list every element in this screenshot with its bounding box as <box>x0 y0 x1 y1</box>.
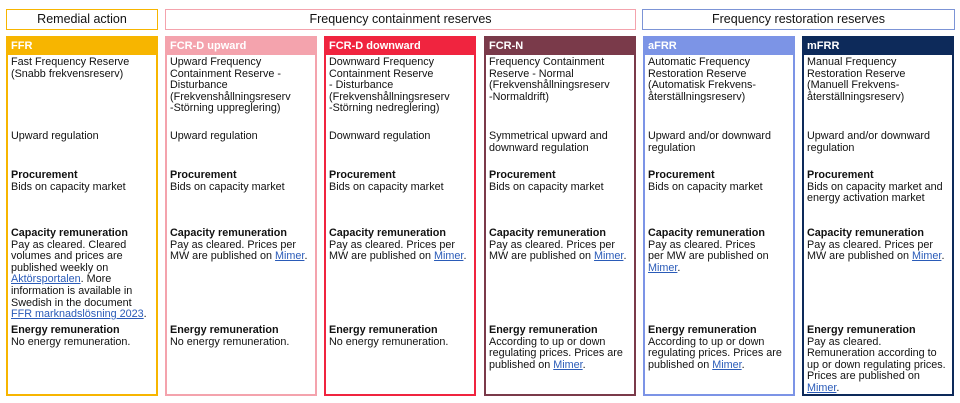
energy-remuneration-label: Energy remuneration <box>170 324 279 336</box>
capacity-remuneration-text: Pay as cleared. Prices <box>648 238 756 251</box>
energy-remuneration-section <box>489 325 631 371</box>
procurement-label: Procurement <box>329 169 396 181</box>
procurement-label: Procurement <box>11 169 78 181</box>
procurement-section <box>648 170 790 193</box>
column-header: FCR-D downward <box>326 38 474 55</box>
capacity-remuneration-text: Pay as cleared. Cleared volumes and prices are published weekly on <box>11 238 127 274</box>
reserve-column-fcr-d-down <box>324 36 476 396</box>
description-line: - Disturbance <box>329 79 394 92</box>
energy-remuneration-section <box>329 325 471 348</box>
regulation-direction: Downward regulation <box>329 130 431 142</box>
description-line: -Störning nedreglering) <box>329 102 440 115</box>
procurement-label: Procurement <box>170 169 237 181</box>
column-header: mFRR <box>804 38 952 55</box>
energy-remuneration-section <box>648 325 790 371</box>
capacity-remuneration-text: . <box>941 250 945 263</box>
capacity-link[interactable]: Mimer <box>275 250 305 263</box>
energy-remuneration-label: Energy remuneration <box>807 324 916 336</box>
capacity-remuneration-label: Capacity remuneration <box>170 227 287 239</box>
reserve-description <box>167 55 315 115</box>
procurement-section <box>329 170 471 193</box>
column-header: aFRR <box>645 38 793 55</box>
regulation-direction: Upward regulation <box>11 130 99 142</box>
energy-remuneration-text: No energy remuneration. <box>11 335 131 348</box>
reserve-column-fcr-n <box>484 36 636 396</box>
capacity-remuneration-text: . <box>677 261 681 274</box>
reserve-column-ffr <box>6 36 158 396</box>
description-line: (Frekvenshållningsreserv <box>170 90 291 103</box>
capacity-link[interactable]: Mimer <box>912 250 942 263</box>
capacity-link[interactable]: Mimer <box>648 261 678 274</box>
energy-remuneration-text: According to up or down regulating prices. Prices are published on <box>648 335 782 371</box>
capacity-remuneration-text: . <box>463 250 467 263</box>
energy-remuneration-text: No energy remuneration. <box>329 335 449 348</box>
procurement-value: Bids on capacity market <box>489 180 604 193</box>
procurement-value: Bids on capacity market <box>170 180 285 193</box>
energy-remuneration-label: Energy remuneration <box>489 324 598 336</box>
capacity-remuneration-text: Pay as cleared. Prices per MW are published on <box>170 238 297 263</box>
capacity-remuneration-text: Pay as cleared. Prices per MW are published on <box>489 238 616 263</box>
description-line: Upward Frequency Containment Reserve - Disturbance <box>170 56 282 92</box>
capacity-link[interactable]: Aktörsportalen <box>11 273 81 286</box>
description-line: Downward Frequency Containment Reserve <box>329 56 435 80</box>
description-line: (Frekvenshållningsreserv <box>329 90 450 103</box>
energy-remuneration-section <box>170 325 312 348</box>
capacity-remuneration-section <box>170 228 312 263</box>
capacity-remuneration-label: Capacity remuneration <box>807 227 924 239</box>
procurement-value: Bids on capacity market <box>11 180 126 193</box>
group-header-frequency-restoration: Frequency restoration reserves <box>642 9 955 30</box>
reserve-column-fcr-d-up <box>165 36 317 396</box>
description-line: Automatic Frequency Restoration Reserve <box>648 56 751 80</box>
capacity-link[interactable]: Mimer <box>594 250 624 263</box>
energy-remuneration-label: Energy remuneration <box>11 324 120 336</box>
energy-remuneration-section <box>11 325 153 348</box>
capacity-remuneration-text: Pay as cleared. Prices per MW are published on <box>329 238 456 263</box>
procurement-value: Bids on capacity market and energy activation market <box>807 180 943 205</box>
capacity-remuneration-text: per MW are published on <box>648 250 769 263</box>
regulation-direction: Upward regulation <box>170 130 258 142</box>
energy-remuneration-text: . <box>582 358 586 371</box>
procurement-section <box>489 170 631 193</box>
regulation-direction: Symmetrical upward and downward regulation <box>489 130 608 154</box>
capacity-remuneration-text: . <box>143 308 147 321</box>
procurement-section <box>11 170 153 193</box>
energy-link[interactable]: Mimer <box>712 358 742 371</box>
regulation-direction: Upward and/or downward regulation <box>648 130 772 154</box>
description-line: -Normaldrift) <box>489 90 549 103</box>
description-line: (Manuell Frekvens- <box>807 79 900 92</box>
description-line: -Störning uppreglering) <box>170 102 281 115</box>
capacity-remuneration-label: Capacity remuneration <box>329 227 446 239</box>
procurement-label: Procurement <box>648 169 715 181</box>
energy-remuneration-text: . <box>741 358 745 371</box>
capacity-remuneration-section <box>329 228 471 263</box>
description-line: Frequency Containment Reserve - Normal <box>489 56 605 80</box>
capacity-remuneration-text: Pay as cleared. Prices per MW are published on <box>807 238 934 263</box>
energy-remuneration-label: Energy remuneration <box>648 324 757 336</box>
capacity-remuneration-text: . <box>623 250 627 263</box>
capacity-remuneration-label: Capacity remuneration <box>489 227 606 239</box>
energy-remuneration-section <box>807 325 949 395</box>
capacity-link[interactable]: Mimer <box>434 250 464 263</box>
energy-remuneration-text: Pay as cleared. Remuneration according to up or down regulating prices. Prices are published on <box>807 335 946 383</box>
document-link[interactable]: FFR marknadslösning 2023 <box>11 308 144 321</box>
procurement-value: Bids on capacity market <box>329 180 444 193</box>
description-line: (Frekvenshållningsreserv <box>489 79 610 92</box>
reserve-column-mfrr <box>802 36 954 396</box>
description-line: återställningsreserv) <box>648 90 746 103</box>
capacity-remuneration-section <box>648 228 790 274</box>
group-header-frequency-containment: Frequency containment reserves <box>165 9 636 30</box>
column-header: FCR-N <box>486 38 634 55</box>
capacity-remuneration-label: Capacity remuneration <box>11 227 128 239</box>
procurement-label: Procurement <box>807 169 874 181</box>
energy-remuneration-label: Energy remuneration <box>329 324 438 336</box>
capacity-remuneration-section <box>11 228 153 321</box>
regulation-direction: Upward and/or downward regulation <box>807 130 931 154</box>
reserve-description <box>8 55 156 80</box>
energy-remuneration-text: . <box>836 381 840 394</box>
reserve-column-afrr <box>643 36 795 396</box>
energy-remuneration-text: No energy remuneration. <box>170 335 290 348</box>
description-line: (Snabb frekvensreserv) <box>11 67 124 80</box>
description-line: Manual Frequency Restoration Reserve <box>807 56 906 80</box>
reserve-description <box>486 55 634 103</box>
reserve-description <box>804 55 952 103</box>
reserve-description <box>645 55 793 103</box>
energy-link[interactable]: Mimer <box>553 358 583 371</box>
column-header: FCR-D upward <box>167 38 315 55</box>
procurement-section <box>807 170 949 205</box>
capacity-remuneration-text: . More information is available in Swedish in the document <box>11 273 133 309</box>
capacity-remuneration-text: . <box>304 250 308 263</box>
procurement-section <box>170 170 312 193</box>
description-line: (Automatisk Frekvens- <box>648 79 756 92</box>
group-header-remedial: Remedial action <box>6 9 158 30</box>
capacity-remuneration-section <box>489 228 631 263</box>
capacity-remuneration-label: Capacity remuneration <box>648 227 765 239</box>
energy-remuneration-text: According to up or down regulating prices. Prices are published on <box>489 335 623 371</box>
description-line: återställningsreserv) <box>807 90 905 103</box>
procurement-label: Procurement <box>489 169 556 181</box>
description-line: Fast Frequency Reserve <box>11 56 130 68</box>
procurement-value: Bids on capacity market <box>648 180 763 193</box>
capacity-remuneration-section <box>807 228 949 263</box>
column-header: FFR <box>8 38 156 55</box>
reserve-description <box>326 55 474 115</box>
energy-link[interactable]: Mimer <box>807 381 837 394</box>
